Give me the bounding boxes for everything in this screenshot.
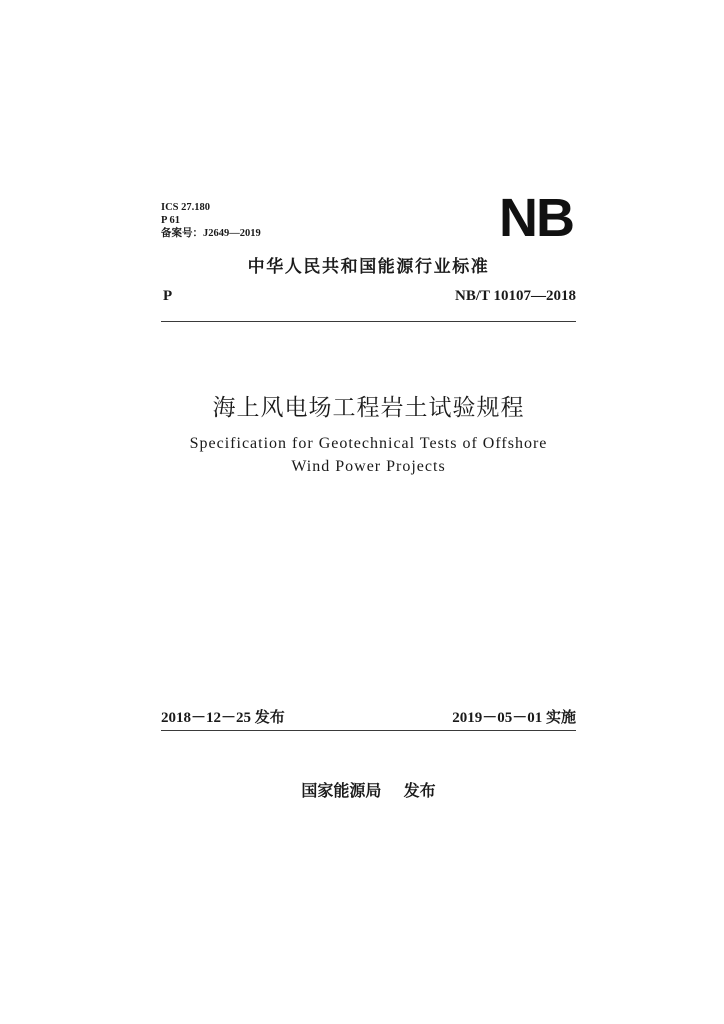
issue-date: 2018－12－25 发布 — [161, 710, 285, 726]
industry-standard-title: 中华人民共和国能源行业标准 — [247, 257, 490, 277]
publisher: 国家能源局 发布 — [301, 781, 436, 800]
standard-number: NB/T 10107—2018 — [455, 288, 576, 304]
p-code: P 61 — [161, 215, 180, 226]
classification-code: P — [163, 288, 173, 304]
ics-code: ICS 27.180 — [161, 202, 211, 213]
top-divider — [161, 321, 576, 322]
bottom-divider — [161, 730, 576, 731]
implementation-date: 2019－05－01 实施 — [452, 710, 576, 726]
record-number: 备案号：J2649—2019 — [161, 228, 261, 239]
nb-logo: NB — [499, 188, 573, 248]
title-chinese: 海上风电场工程岩土试验规程 — [212, 395, 525, 421]
title-english-line-1: Specification for Geotechnical Tests of Offshore — [189, 435, 548, 452]
title-english-line-2: Wind Power Projects — [291, 458, 446, 475]
